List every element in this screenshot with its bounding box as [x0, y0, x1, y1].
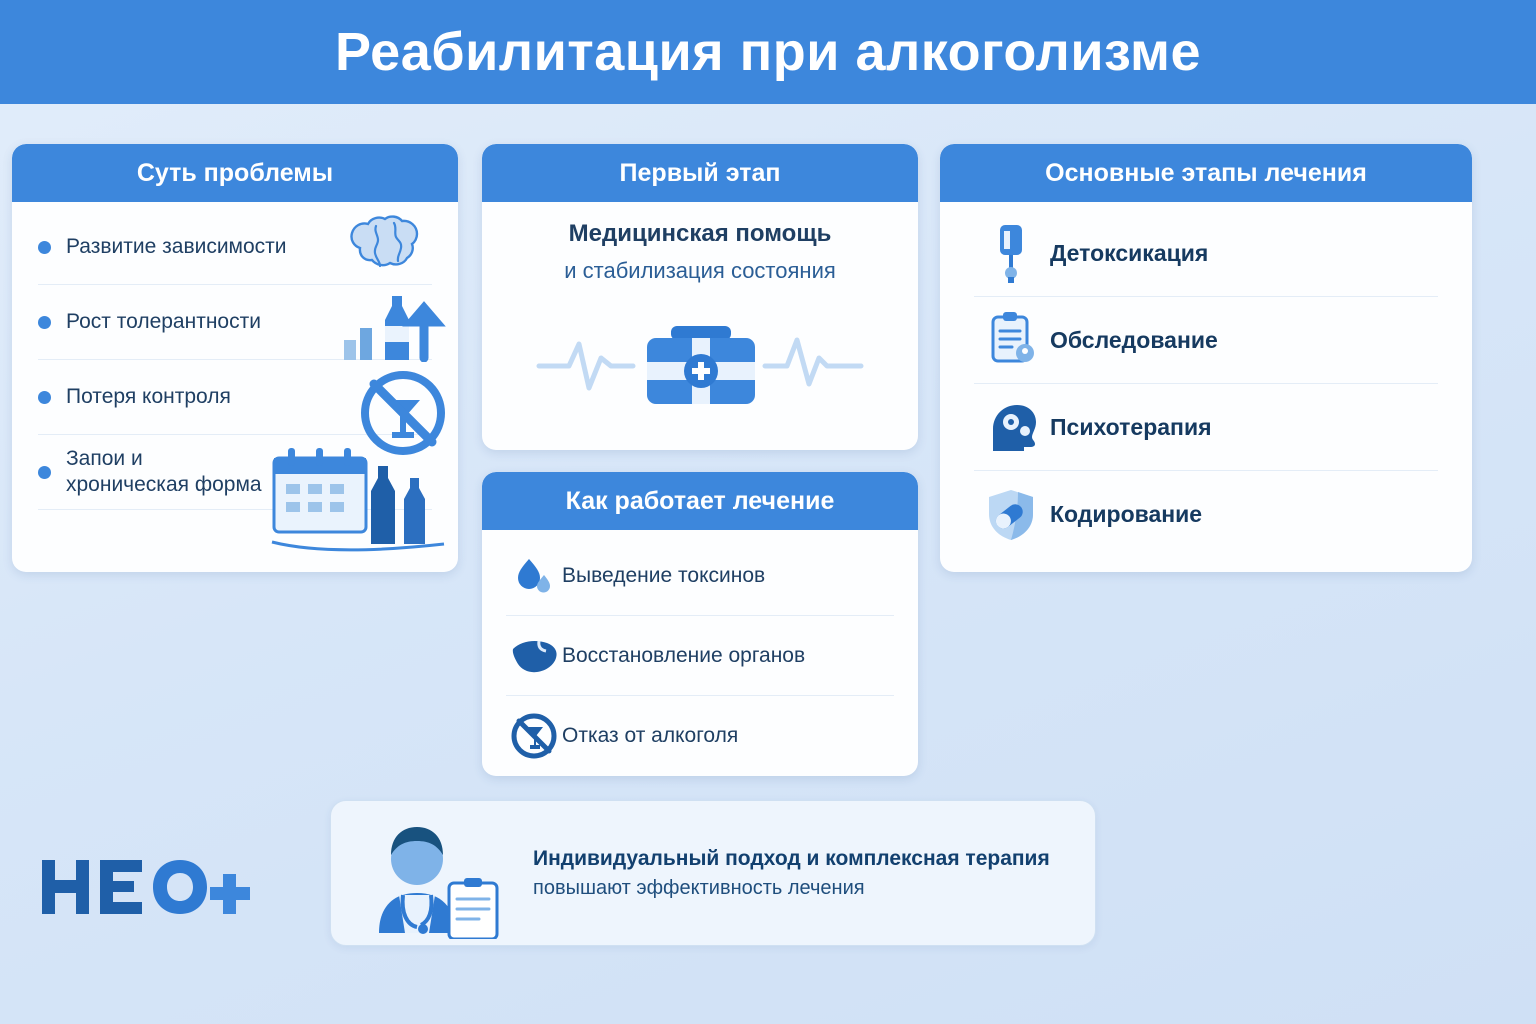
water-drops-icon	[506, 553, 562, 599]
card-main-stages-title: Основные этапы лечения	[940, 144, 1472, 202]
list-item	[974, 297, 1438, 384]
list-item	[974, 210, 1438, 297]
list-item	[506, 616, 894, 696]
card-main-stages-body	[940, 202, 1472, 572]
first-aid-kit-ecg-icon	[535, 300, 865, 412]
bullet-dot-icon	[38, 241, 51, 254]
list-item-label: Выведение токсинов	[562, 563, 766, 587]
page-header	[0, 0, 1536, 104]
list-item	[38, 360, 432, 435]
clipboard-checklist-icon	[974, 311, 1050, 369]
list-item	[974, 384, 1438, 471]
neo-plus-logo	[40, 852, 250, 922]
card-problem	[12, 144, 458, 572]
card-first-stage	[482, 144, 918, 450]
no-alcohol-circle-icon	[506, 712, 562, 760]
bullet-dot-icon	[38, 391, 51, 404]
list-item-label: Детоксикация	[1050, 239, 1209, 266]
page-title: Реабилитация при алкоголизме	[334, 22, 1201, 82]
list-item-label: Восстановление органов	[562, 643, 806, 667]
bullet-dot-icon	[38, 316, 51, 329]
footer-text	[533, 847, 1050, 900]
doctor-with-clipboard-icon	[351, 807, 519, 939]
footer-banner	[330, 800, 1096, 946]
list-item	[38, 435, 432, 510]
card-how-title: Как работает лечение	[482, 472, 918, 530]
footer-line2: повышают эффективность лечения	[533, 876, 865, 899]
first-stage-line1: Медицинская помощь	[568, 220, 832, 247]
list-item-label: Рост толерантности	[66, 309, 261, 333]
iv-drip-icon	[974, 223, 1050, 283]
list-item	[38, 210, 432, 285]
first-stage-line2: и стабилизация состояния	[564, 258, 836, 283]
card-how-treatment-works	[482, 472, 918, 776]
card-problem-title: Суть проблемы	[12, 144, 458, 202]
list-item-label: Запои и хроническая форма	[66, 446, 262, 496]
card-problem-body	[12, 202, 458, 572]
pill-shield-icon	[974, 488, 1050, 542]
footer-line1: Индивидуальный подход и комплексная терапия	[533, 846, 1050, 870]
head-gears-icon	[974, 401, 1050, 453]
card-main-stages	[940, 144, 1472, 572]
list-item	[38, 285, 432, 360]
list-item	[506, 696, 894, 776]
list-item-label: Потеря контроля	[66, 384, 231, 408]
list-item-label: Психотерапия	[1050, 413, 1212, 440]
bullet-dot-icon	[38, 466, 51, 479]
card-first-stage-body	[482, 202, 918, 450]
list-item-label: Отказ от алкоголя	[562, 724, 739, 747]
list-item-label: Обследование	[1050, 326, 1218, 353]
list-item-label: Кодирование	[1050, 501, 1203, 527]
card-how-body	[482, 530, 918, 776]
list-item-label: Развитие зависимости	[66, 234, 287, 258]
list-item	[974, 471, 1438, 558]
liver-icon	[506, 635, 562, 677]
card-first-stage-title: Первый этап	[482, 144, 918, 202]
list-item	[506, 536, 894, 616]
